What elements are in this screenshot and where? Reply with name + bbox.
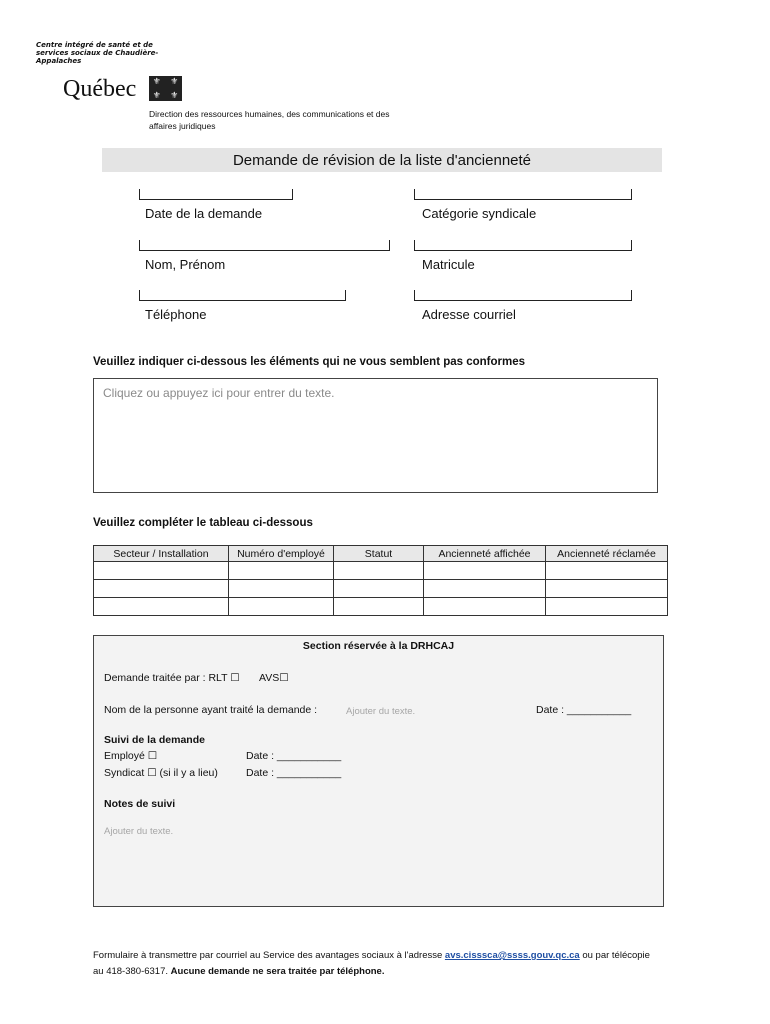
table-cell[interactable] <box>424 580 546 598</box>
phone-field[interactable] <box>139 290 346 301</box>
employee-date[interactable]: Date : ___________ <box>246 750 342 762</box>
table-cell[interactable] <box>546 598 668 616</box>
table-cell[interactable] <box>424 562 546 580</box>
fleur-de-lis-icon: ⚜ <box>152 89 161 100</box>
footer-note <box>93 948 663 980</box>
fleur-de-lis-icon: ⚜ <box>170 76 179 87</box>
seniority-table <box>93 545 668 616</box>
date-field[interactable] <box>139 189 293 200</box>
person-label: Nom de la personne ayant traité la demande : <box>104 704 318 716</box>
table-cell[interactable] <box>229 562 334 580</box>
table-row <box>94 598 668 616</box>
fleur-de-lis-icon: ⚜ <box>152 76 161 87</box>
form-title: Demande de révision de la liste d'ancienneté <box>102 148 662 172</box>
matricule-field-label: Matricule <box>422 257 475 272</box>
email-field[interactable] <box>414 290 632 301</box>
table-section-title: Veuillez compléter le tableau ci-dessous <box>93 517 313 529</box>
table-cell[interactable] <box>546 562 668 580</box>
table-cell[interactable] <box>334 598 424 616</box>
table-cell[interactable] <box>94 580 229 598</box>
person-input[interactable]: Ajouter du texte. <box>346 706 416 717</box>
name-field-label: Nom, Prénom <box>145 257 226 272</box>
table-cell[interactable] <box>334 580 424 598</box>
matricule-field[interactable] <box>414 240 632 251</box>
table-cell[interactable] <box>424 598 546 616</box>
table-cell[interactable] <box>546 580 668 598</box>
fleur-de-lis-icon: ⚜ <box>170 89 179 100</box>
table-header-cell: Numéro d'employé <box>229 546 334 562</box>
email-field-label: Adresse courriel <box>422 307 516 322</box>
table-header-cell: Statut <box>334 546 424 562</box>
drhcaj-title: Section réservée à la DRHCAJ <box>302 640 455 652</box>
table-header-row <box>94 546 668 562</box>
organization-name: Centre intégré de santé et de services sociaux de Chaudière-Appalaches <box>36 41 159 65</box>
union-date[interactable]: Date : ___________ <box>246 767 342 779</box>
union-checkbox[interactable]: Syndicat ☐ (si il y a lieu) <box>104 767 218 779</box>
category-field-label: Catégorie syndicale <box>422 206 537 221</box>
employee-checkbox[interactable]: Employé ☐ <box>104 750 158 762</box>
phone-field-label: Téléphone <box>145 307 207 322</box>
table-header-cell: Ancienneté réclamée <box>546 546 668 562</box>
table-cell[interactable] <box>229 580 334 598</box>
table-cell[interactable] <box>94 598 229 616</box>
footer-email-link[interactable]: avs.cisssca@ssss.gouv.qc.ca <box>444 950 580 961</box>
table-cell[interactable] <box>334 562 424 580</box>
table-header-cell: Secteur / Installation <box>94 546 229 562</box>
table-row <box>94 580 668 598</box>
quebec-flag-icon <box>149 76 182 101</box>
elements-textarea[interactable] <box>93 378 658 493</box>
quebec-wordmark: Québec <box>63 76 137 102</box>
elements-placeholder: Cliquez ou appuyez ici pour entrer du texte. <box>103 386 335 400</box>
footer-text: Formulaire à transmettre par courriel au Service des avantages sociaux à l'adresse <box>93 950 445 961</box>
footer-bold-note: Aucune demande ne sera traitée par téléphone. <box>170 966 385 977</box>
name-field[interactable] <box>139 240 390 251</box>
notes-input[interactable]: Ajouter du texte. <box>104 826 174 837</box>
followup-title: Suivi de la demande <box>104 734 205 746</box>
footer-text-after: ou par télécopie au 418-380-6317. <box>93 950 650 977</box>
category-field[interactable] <box>414 189 632 200</box>
handled-by-avs-checkbox[interactable]: AVS☐ <box>259 672 289 684</box>
table-header-cell: Ancienneté affichée <box>424 546 546 562</box>
date-field-label: Date de la demande <box>145 206 263 221</box>
elements-section-title: Veuillez indiquer ci-dessous les éléments qui ne vous semblent pas conformes <box>93 356 526 368</box>
table-cell[interactable] <box>229 598 334 616</box>
treatment-date[interactable]: Date : ___________ <box>536 704 632 716</box>
direction-name: Direction des ressources humaines, des communications et des affaires juridiques <box>149 109 390 131</box>
table-row <box>94 562 668 580</box>
notes-title: Notes de suivi <box>104 798 176 810</box>
handled-by-rlt-checkbox[interactable]: Demande traitée par : RLT ☐ <box>104 672 240 684</box>
table-cell[interactable] <box>94 562 229 580</box>
